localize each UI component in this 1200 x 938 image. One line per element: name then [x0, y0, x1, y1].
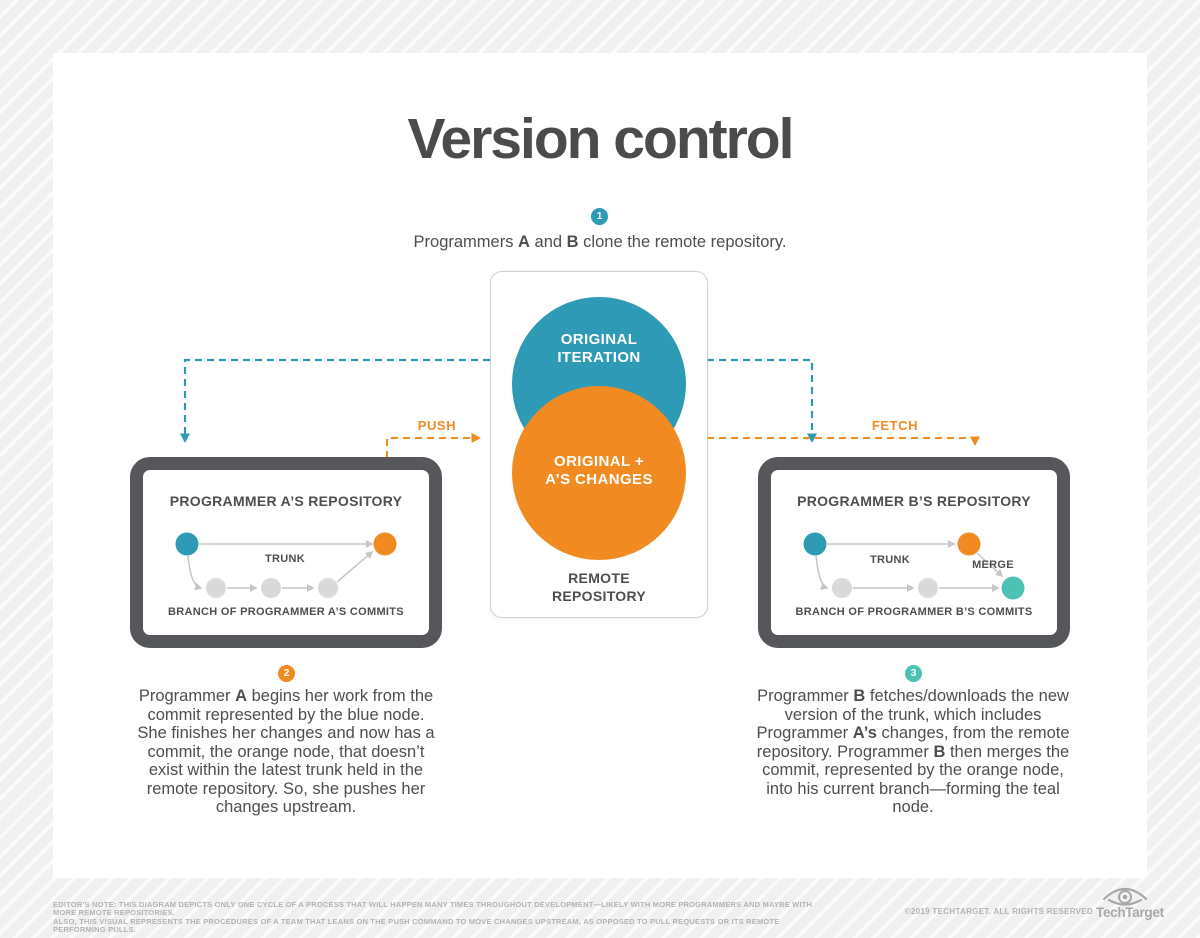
- step-2-text-part: Programmer: [138, 687, 236, 705]
- step-3-text: [748, 687, 1078, 817]
- remote-repository-label: [490, 570, 708, 605]
- label-line: REMOTE: [568, 570, 630, 586]
- merge-to-trunk-arrow: [337, 552, 372, 582]
- commit-node-gray: [918, 578, 938, 598]
- commit-node-gray: [318, 578, 338, 598]
- techtarget-logo-text: TechTarget: [1096, 905, 1164, 920]
- repo-b-merge-label: MERGE: [972, 559, 1014, 571]
- push-label: PUSH: [417, 418, 457, 433]
- techtarget-logo: [1096, 884, 1164, 920]
- branch-curve: [188, 556, 201, 588]
- repo-a-title: PROGRAMMER A’S REPOSITORY: [169, 493, 403, 509]
- label-line: ORIGINAL: [560, 331, 638, 348]
- repo-b-branch-label: BRANCH OF PROGRAMMER B’S COMMITS: [795, 606, 1033, 618]
- programmer-b-repository-box: [758, 457, 1070, 648]
- step-3-text-part: changes, from the remote repository. Programmer: [756, 724, 1070, 761]
- step-3-text-part: B: [933, 742, 946, 761]
- step-1-badge: 1: [591, 208, 608, 225]
- commit-node-gray: [832, 578, 852, 598]
- copyright-text: ©2019 TECHTARGET. ALL RIGHTS RESERVED: [904, 907, 1093, 916]
- step-3-text-part: fetches/downloads the new version of the trunk, which includes Programmer: [756, 687, 1069, 742]
- step-2-text-part: A: [235, 687, 248, 705]
- label-line: REPOSITORY: [551, 587, 647, 604]
- commit-node-original: [176, 533, 199, 556]
- step-3-text-part: then merges the commit, represented by the orange node, into his current branch—forming the teal node.: [762, 742, 1070, 816]
- original-iteration-label: [512, 331, 686, 366]
- fetch-label: FETCH: [871, 418, 919, 433]
- label-line: ITERATION: [557, 348, 641, 366]
- techtarget-eye-icon: [1102, 884, 1148, 906]
- repo-a-trunk-label: TRUNK: [265, 553, 305, 565]
- step-3-text-part: Programmer: [757, 687, 854, 705]
- branch-curve: [816, 556, 827, 588]
- step-1-text-part: and: [529, 233, 567, 251]
- step-3-text-part: A’s: [852, 724, 877, 742]
- original-plus-changes-label: [512, 453, 686, 488]
- repo-b-trunk-label: TRUNK: [870, 554, 910, 566]
- commit-node-a-change: [958, 533, 981, 556]
- step-3-text-part: B: [853, 687, 866, 705]
- editors-note: [53, 901, 823, 935]
- step-1-text-part: A: [518, 233, 530, 251]
- commit-node-a-change: [374, 533, 397, 556]
- step-3-badge: 3: [905, 665, 922, 682]
- label-line: ORIGINAL +: [554, 453, 644, 470]
- step-1-text: [300, 233, 900, 252]
- page-title: Version control: [407, 107, 793, 171]
- step-1-text-part: Programmers: [413, 233, 519, 251]
- step-2-text: [131, 687, 441, 817]
- editors-note-line: ALSO, THIS VISUAL REPRESENTS THE PROCEDURES OF A TEAM THAT LEANS ON THE PUSH COMMAND TO MOVE CHANGES UPSTREAM, AS OPPOSED TO PULL REQUESTS OR ITS REMOTE PERFORMING PULLS.: [53, 916, 780, 935]
- step-1-text-part: clone the remote repository.: [578, 233, 787, 251]
- commit-node-gray: [261, 578, 281, 598]
- programmer-a-repository-box: [130, 457, 442, 648]
- commit-node-gray: [206, 578, 226, 598]
- step-2-badge: 2: [278, 665, 295, 682]
- label-line: A’S CHANGES: [545, 470, 653, 488]
- commit-node-merge: [1002, 577, 1025, 600]
- step-1-text-part: B: [566, 233, 579, 251]
- step-2-text-part: begins her work from the commit represented by the blue node. She finishes her changes and now has a commit, the orange node, that doesn’t exist within the latest trunk held in the remote repository. So, she pushes her changes upstream.: [137, 687, 435, 816]
- commit-node-original: [804, 533, 827, 556]
- repo-a-branch-label: BRANCH OF PROGRAMMER A’S COMMITS: [168, 606, 404, 618]
- repo-b-title: PROGRAMMER B’S REPOSITORY: [797, 493, 1031, 509]
- editors-note-line: EDITOR’S NOTE: THIS DIAGRAM DEPICTS ONLY ONE CYCLE OF A PROCESS THAT WILL HAPPEN MANY TIMES THROUGHOUT DEVELOPMENT—LIKELY WITH MORE PROGRAMMERS AND MAYBE WITH MORE REMOTE REPOSITORIES.: [53, 900, 813, 918]
